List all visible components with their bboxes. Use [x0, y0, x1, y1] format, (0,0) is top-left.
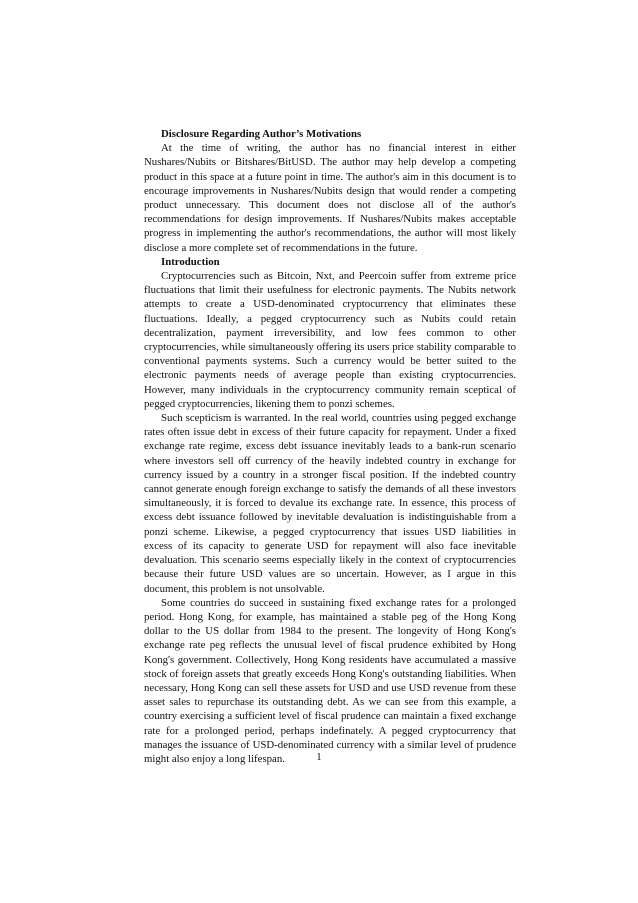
introduction-paragraph-2: Such scepticism is warranted. In the real world, countries using pegged exchange rates often issue debt in excess of their future capacity for repayment. Under a fixed exchange rate regime, excess debt issuance inevitably leads to a bank-run scenario where investors sell off currency of the heavily indebted country in exchange for currency issued by a country in a stronger fiscal position. If the indebted country cannot generate enough foreign exchange to satisfy the demands of all these investors simultaneously, it is forced to devalue its exchange rate. In essence, this process of excess debt issuance followed by inevitable devaluation is indistinguishable from a ponzi scheme. Likewise, a pegged cryptocurrency that issues USD liabilities in excess of its capacity to generate USD for repayment will also face inevitable devaluation. This scenario seems especially likely in the context of cryptocurrencies because their future USD values are so uncertain. However, as I argue in this document, this problem is not unsolvable.: [144, 412, 516, 595]
introduction-paragraph-3: Some countries do succeed in sustaining fixed exchange rates for a prolonged period. Hong Kong, for example, has maintained a stable peg of the Hong Kong dollar to the US dollar from 1984 to the present. The longevity of Hong Kong's exchange rate peg reflects the unusual level of fiscal prudence exhibited by Hong Kong's government. Collectively, Hong Kong residents have accumulated a massive stock of foreign assets that greatly exceeds Hong Kong's outstanding liabilities. When necessary, Hong Kong can sell these assets for USD and use USD revenue from these asset sales to repurchase its outstanding debt. As we can see from this example, a country exercising a sufficient level of fiscal prudence can maintain a fixed exchange rate for a prolonged period, perhaps indefinately. A pegged cryptocurrency that manages the issuance of USD-denominated currency with a similar level of prudence might also enjoy a long lifespan.: [144, 596, 516, 765]
introduction-paragraph-1: Cryptocurrencies such as Bitcoin, Nxt, and Peercoin suffer from extreme price fluctuations that limit their usefulness for electronic payments. The Nubits network attempts to create a USD-denominated cryptocurrency that eliminates these fluctuations. Ideally, a pegged cryptocurrency such as Nubits could retain decentralization, payment irreversibility, and low fees common to other cryptocurrencies, while simultaneously offering its users price stability comparable to conventional payments systems. Such a currency would be better suited to the electronic payments needs of average people than existing cryptocurrencies. However, many individuals in the cryptocurrency community remain sceptical of pegged cryptocurrencies, likening them to ponzi schemes.: [144, 270, 516, 410]
document-page: [144, 127, 516, 766]
disclosure-heading: Disclosure Regarding Author’s Motivations: [161, 128, 362, 140]
introduction-heading: Introduction: [161, 255, 220, 268]
disclosure-paragraph-1: At the time of writing, the author has no financial interest in either Nushares/Nubits or Bitshares/BitUSD. The author may help develop a competing product in this space at a future point in time. The author's aim in this document is to encourage improvements in Nushares/Nubits design that would render a competing product unnecessary. This document does not disclose all of the author's recommendations for design improvements. If Nushares/Nubits makes acceptable progress in implementing the author's recommendations, the author will most likely disclose a more complete set of recommendations in the future.: [144, 142, 516, 254]
page-number: 1: [316, 751, 322, 763]
